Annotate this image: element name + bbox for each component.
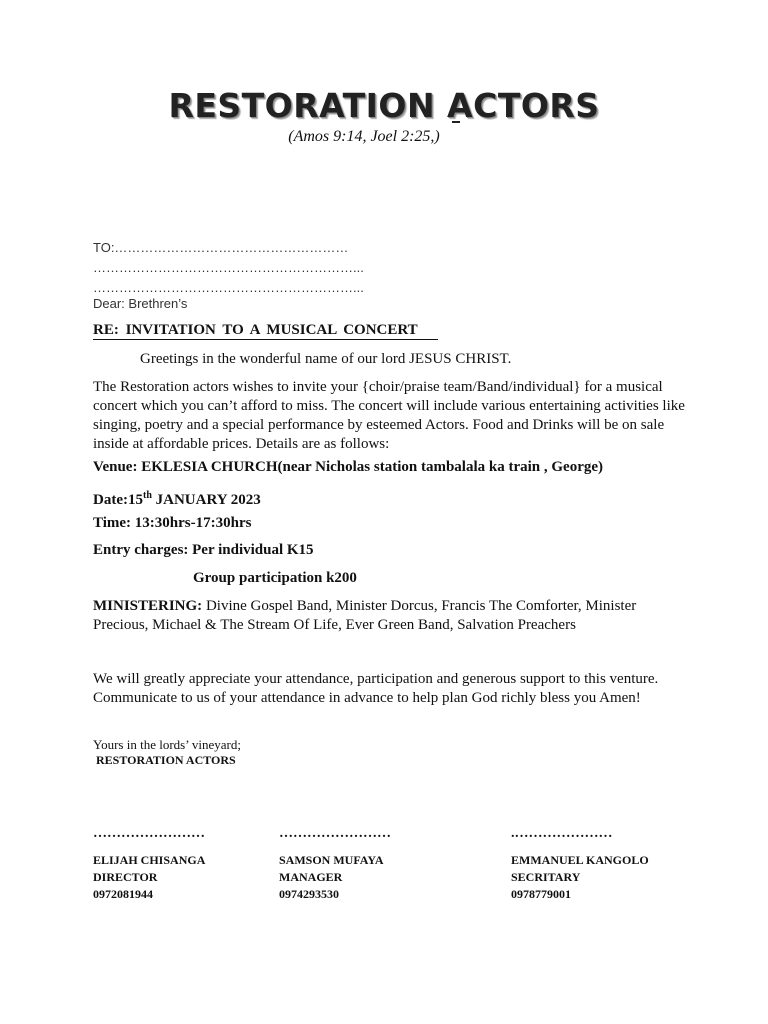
signatory-director xyxy=(93,852,205,903)
body-paragraph: The Restoration actors wishes to invite your {choir/praise team/Band/individual} for a musical concert which you can’t afford to miss. The concert will include various entertaining activities like singing, poetry and a special performance by esteemed Actors. Food and Drinks will be on sale inside at affordable prices. Details are as follows: xyxy=(93,379,685,452)
signatory-name: EMMANUEL KANGOLO xyxy=(511,853,649,867)
closing-paragraph: We will greatly appreciate your attendance, participation and generous support to this venture. Communicate to us of your attendance in advance to help plan God richly bless you Amen! xyxy=(93,671,659,706)
signature-line-secretary: .………………… xyxy=(511,826,613,841)
time: Time: 13:30hrs-17:30hrs xyxy=(93,515,252,531)
letterhead-title: RESTORATION ACTORS xyxy=(168,86,600,125)
date xyxy=(93,486,693,510)
title-underline xyxy=(452,121,460,123)
address-line-2: ……………………………………………………... xyxy=(93,260,364,275)
signatory-role: MANAGER xyxy=(279,870,343,884)
signatory-phone: 0974293530 xyxy=(279,887,339,901)
signatory-phone: 0978779001 xyxy=(511,887,571,901)
group-charges: Group participation k200 xyxy=(193,570,357,586)
venue: Venue: EKLESIA CHURCH(near Nicholas station tambalala ka train , George) xyxy=(93,459,604,475)
sender-name: RESTORATION ACTORS xyxy=(96,753,236,767)
address-line-3: ……………………………………………………... xyxy=(93,280,364,295)
signatory-secretary xyxy=(511,852,649,903)
signatory-name: SAMSON MUFAYA xyxy=(279,853,384,867)
signatory-manager xyxy=(279,852,384,903)
salutation: Dear: Brethren’s xyxy=(93,296,188,311)
signature-line-director: …………………… xyxy=(93,826,205,841)
date-superscript: th xyxy=(142,490,152,501)
greeting: Greetings in the wonderful name of our lord JESUS CHRIST. xyxy=(140,351,512,367)
ministering xyxy=(93,597,693,635)
scripture-reference: (Amos 9:14, Joel 2:25,) xyxy=(288,128,440,145)
subject-underline xyxy=(93,339,438,340)
signatory-name: ELIJAH CHISANGA xyxy=(93,853,206,867)
ministering-list: Divine Gospel Band, Minister Dorcus, Francis The Comforter, Minister Precious, Michael & The Stream Of Life, Ever Green Band, Salvation Preachers xyxy=(93,598,637,633)
date-suffix: JANUARY 2023 xyxy=(151,492,261,508)
signature-line-manager: …………………… xyxy=(279,826,391,841)
valediction: Yours in the lords’ vineyard; xyxy=(93,737,241,752)
ministering-label: MINISTERING: xyxy=(93,598,203,614)
date-prefix: Date:15 xyxy=(93,492,143,508)
signatory-phone: 0972081944 xyxy=(93,887,153,901)
signatory-role: SECRITARY xyxy=(511,870,581,884)
signatory-role: DIRECTOR xyxy=(93,870,158,884)
to-line: TO:……………………………………………… xyxy=(93,240,349,255)
subject-line: RE: INVITATION TO A MUSICAL CONCERT xyxy=(93,322,418,338)
entry-charges: Entry charges: Per individual K15 xyxy=(93,542,314,558)
